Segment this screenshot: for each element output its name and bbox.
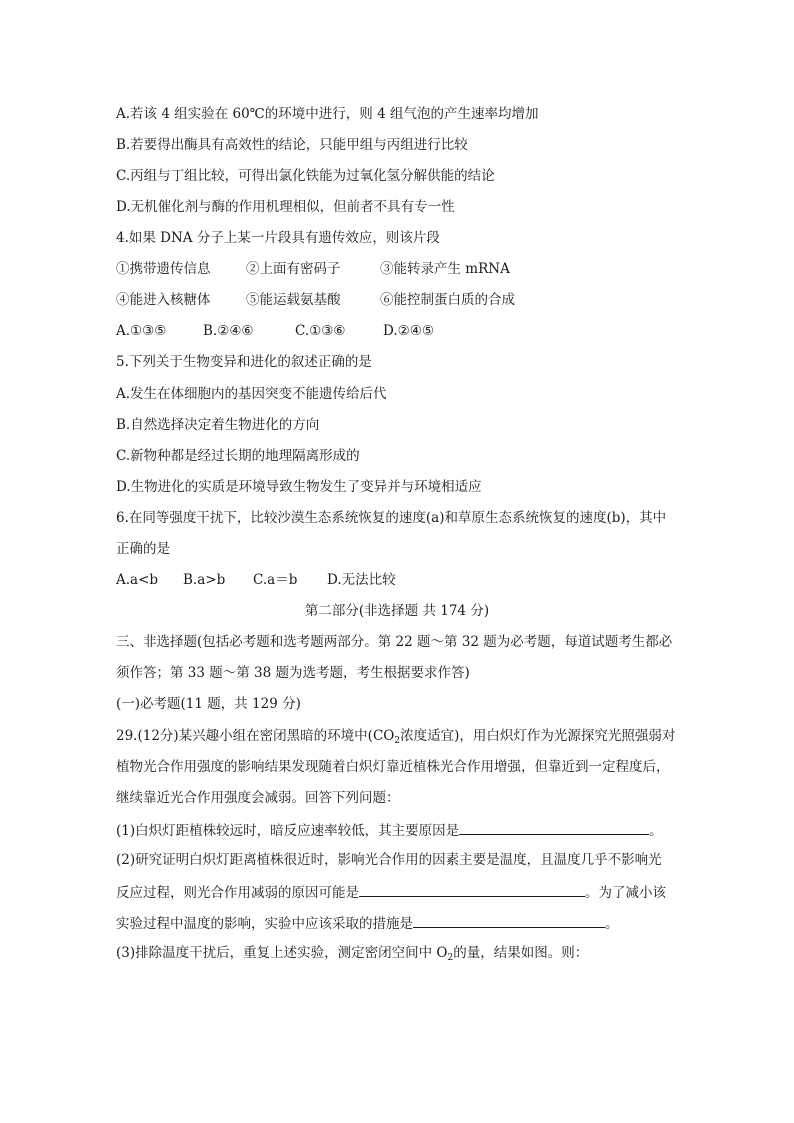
q29-part-3-text: 的量，结果如图。则： bbox=[453, 945, 589, 961]
q29-part-1-text: (1)白炽灯距植株较远时，暗反应速率较低，其主要原因是 bbox=[116, 823, 460, 839]
answer-blank-3[interactable] bbox=[413, 913, 605, 928]
q29-intro-line-2: 植物光合作用强度的影响结果发现随着白炽灯靠近植株光合作用增强，但靠近到一定程度后， bbox=[116, 759, 670, 775]
q4-item: ⑥能控制蛋白质的合成 bbox=[380, 292, 515, 308]
required-section-title: (一)必考题(11 题，共 129 分) bbox=[116, 696, 301, 712]
section3-line-2: 须作答；第 33 题～第 38 题为选考题，考生根据要求作答) bbox=[116, 665, 470, 681]
q3-option-c: C.丙组与丁组比较，可得出氯化铁能为过氧化氢分解供能的结论 bbox=[116, 168, 495, 184]
q4-option: A.①③⑤ bbox=[116, 323, 167, 339]
q3-option-a: A.若该 4 组实验在 60℃的环境中进行，则 4 组气泡的产生速率均增加 bbox=[116, 106, 539, 122]
q4-item: ③能转录产生 mRNA bbox=[380, 261, 510, 277]
answer-blank-2[interactable] bbox=[359, 882, 585, 897]
q29-part-3-text: (3)排除温度干扰后，重复上述实验，测定密闭空间中 O bbox=[116, 945, 448, 961]
q6-stem-line-1: 6.在同等强度干扰下，比较沙漠生态系统恢复的速度(a)和草原生态系统恢复的速度(b)，其中 bbox=[116, 510, 667, 526]
section3-line-1: 三、非选择题(包括必考题和选考题两部分。第 22 题～第 32 题为必考题，每道试题考生都必 bbox=[116, 634, 673, 650]
q29-part-2-line-3 bbox=[116, 913, 619, 933]
q4-items-row-1 bbox=[116, 260, 510, 278]
q4-option: C.①③⑥ bbox=[295, 323, 346, 339]
q4-item: ①携带遗传信息 bbox=[116, 261, 211, 277]
q29-part-1 bbox=[116, 820, 663, 840]
q29-part-2-end: 。为了减小该 bbox=[585, 885, 666, 901]
q5-option-d: D.生物进化的实质是环境导致生物发生了变异并与环境相适应 bbox=[116, 479, 482, 495]
q5-option-a: A.发生在体细胞内的基因突变不能遗传给后代 bbox=[116, 386, 387, 402]
answer-blank-1[interactable] bbox=[459, 820, 649, 835]
q3-option-b: B.若要得出酶具有高效性的结论，只能甲组与丙组进行比较 bbox=[116, 137, 468, 153]
q29-part-3 bbox=[116, 944, 588, 962]
q29-part-2-end: 。 bbox=[605, 916, 619, 932]
q4-items-row-2 bbox=[116, 291, 515, 309]
q4-stem: 4.如果 DNA 分子上某一片段具有遗传效应，则该片段 bbox=[116, 230, 440, 246]
q4-item: ②上面有密码子 bbox=[246, 261, 341, 277]
q6-options bbox=[116, 571, 396, 589]
q4-item: ⑤能运载氨基酸 bbox=[246, 292, 341, 308]
q3-option-d: D.无机催化剂与酶的作用机理相似，但前者不具有专一性 bbox=[116, 199, 455, 215]
q5-stem: 5.下列关于生物变异和进化的叙述正确的是 bbox=[116, 354, 372, 370]
q6-option: C.a＝b bbox=[253, 572, 298, 588]
q6-stem-line-2: 正确的是 bbox=[116, 541, 170, 557]
q5-option-b: B.自然选择决定着生物进化的方向 bbox=[116, 417, 320, 433]
q5-option-c: C.新物种都是经过长期的地理隔离形成的 bbox=[116, 448, 360, 464]
q6-option: B.a>b bbox=[183, 572, 226, 588]
q29-intro-text: 29.(12分)某兴趣小组在密闭黑暗的环境中(CO bbox=[116, 728, 395, 744]
q29-part-2-text: 反应过程，则光合作用减弱的原因可能是 bbox=[116, 885, 359, 901]
part2-title: 第二部分(非选择题 共 174 分) bbox=[304, 603, 490, 619]
q4-options bbox=[116, 322, 434, 340]
q29-intro-subscript: 2 bbox=[394, 736, 401, 746]
q4-option: D.②④⑤ bbox=[383, 323, 434, 339]
q6-option: D.无法比较 bbox=[327, 572, 396, 588]
q29-part-2-text: 实验过程中温度的影响，实验中应该采取的措施是 bbox=[116, 916, 413, 932]
q29-part-1-end: 。 bbox=[649, 823, 663, 839]
q29-intro-line-3: 继续靠近光合作用强度会减弱。回答下列问题： bbox=[116, 790, 400, 806]
q29-part-2-line-2 bbox=[116, 882, 666, 902]
q29-intro-text: 浓度适宜)，用白炽灯作为光源探究光照强弱对 bbox=[400, 728, 676, 744]
q4-option: B.②④⑥ bbox=[203, 323, 254, 339]
q4-item: ④能进入核糖体 bbox=[116, 292, 211, 308]
q29-part-2-line-1: (2)研究证明白炽灯距离植株很近时，影响光合作用的因素主要是温度，且温度几乎不影响光 bbox=[116, 852, 662, 868]
q29-intro-line-1 bbox=[116, 727, 675, 745]
q29-part-3-subscript: 2 bbox=[447, 953, 454, 963]
q6-option: A.a<b bbox=[116, 572, 159, 588]
